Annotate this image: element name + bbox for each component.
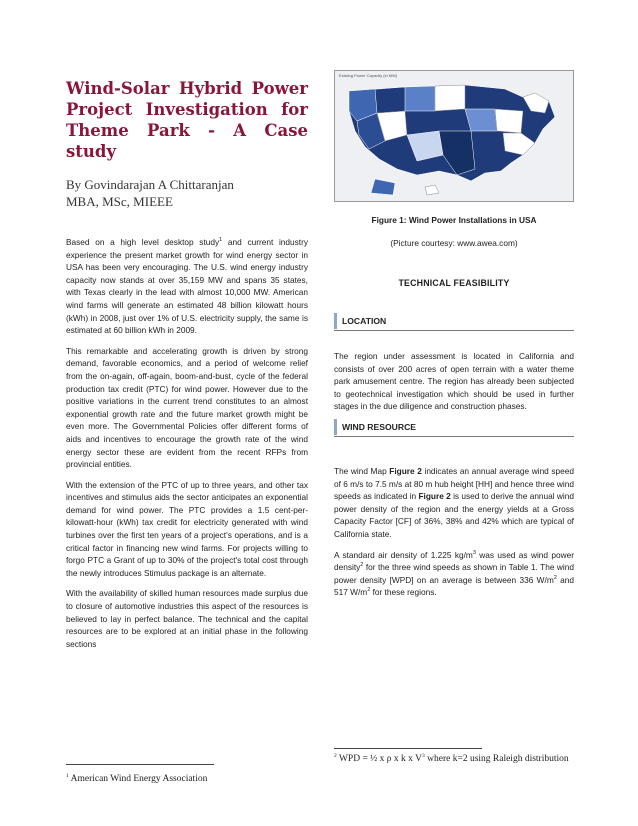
paragraph-resources: With the availability of skilled human resources made surplus due to closure of automotive industries this aspect of the resources is believed to lay in perfect balance. The technical and the capital resources are to be explored at an initial phase in the following sections xyxy=(66,588,308,649)
author-credentials: MBA, MSc, MIEEE xyxy=(66,194,173,209)
left-column xyxy=(66,78,308,658)
wind-resource-paragraph-1: The wind Map Figure 2 indicates an annual average wind speed of 6 m/s to 7.5 m/s at 80 m hub height [HH] and hence three wind speeds as indicated in Figure 2 is used to derive the annual wind power density of the region and the energy yields at a Gross Capacity Factor [CF] of 36%, 38% and 42% which are typical of California state. xyxy=(334,465,575,539)
location-paragraph: The region under assessment is located in California and consists of over 200 acres of open terrain with a water theme park amusement centre. The region has already been subjected to geotechnical investigation which should be used in further stages in the due diligence and construction phases. xyxy=(334,351,574,412)
map-title: Existing Power Capacity (in MW) xyxy=(339,73,398,78)
usa-wind-map-figure xyxy=(334,70,574,202)
figure2-ref-2: Figure 2 xyxy=(418,491,451,502)
figure2-ref: Figure 2 xyxy=(389,465,422,476)
figure1-caption: Figure 1: Wind Power Installations in USA xyxy=(371,215,537,225)
location-accent-bar xyxy=(334,313,337,329)
paragraph-ptc: With the extension of the PTC of up to three years, and other tax incentives and stimulus aids the sector anticipates an exponential demand for wind power. The PTC provides a 1.5 cent-per-kilowatt-hour (kWh) tax credit for electricity generated with wind turbines over the first ten years of a project's operations, and is a critical factor in financing new wind farms. For projects willing to forgo PTC a Grant of up to 30% of the project's total cost through the newly introduces Stimulus package is an alternate. xyxy=(66,479,308,578)
footnote-ref-2: 2 xyxy=(360,562,364,569)
paragraph-growth: This remarkable and accelerating growth is driven by strong demand, favorable economics, and a period of welcome relief from the on-again, off-again, boom-and-bust, cycle of the federal production tax credit (PTC) for wind power. However due to the positive variations in the current trend constitutes to an almost exponential growth rate and the future market growth might be even more. The Governmental Policies offer different forms of aids and incentives to encourage the growth rate of the wind energy sector these are evident from the recent RFPs from provincial entities. xyxy=(66,345,308,470)
footnote-divider-right xyxy=(334,748,482,749)
footnote-ref-1: 1 xyxy=(219,237,223,244)
footnote-right: $^2$ WPD = ½ x ρ x k x $V^3$ where k=2 using Raleigh distribution xyxy=(334,752,569,764)
table1-ref: Table 1 xyxy=(508,562,536,573)
footnote-left: $^1$ American Wind Energy Association xyxy=(66,772,208,784)
paragraph-intro: Based on a high level desktop study$^1$ and current industry experience the present market growth for wind energy sector in USA has been very encouraging. The U.S. wind energy industry capacity now stands at over 35,159 MW and spans 35 states, with Texas clearly in the lead with almost 10,000 MW. American wind farms will generate an estimated 48 billion kilowatt hours (kWh) in 2008, just over 1% of U.S. electricity supply, the same is estimated at 60 billion kWh in 2009. xyxy=(66,237,309,336)
wind-resource-paragraph-2: A standard air density of 1.225 $kg/m^3$ was used as wind power density$^2$ for the three wind speeds as shown in Table 1. The wind power density [WPD] on an average is between 336 $W/m^2$ and 517 $W/m^2$ for these regions. xyxy=(334,549,574,598)
figure1-courtesy: (Picture courtesy: www.awea.com) xyxy=(390,238,518,248)
technical-feasibility-heading: TECHNICAL FEASIBILITY xyxy=(398,278,510,288)
wind-resource-section-header xyxy=(334,417,574,437)
location-heading: LOCATION xyxy=(342,316,387,326)
usa-map-graphic xyxy=(335,71,573,201)
paper-title: Wind-Solar Hybrid Power Project Investigation for Theme Park - A Case study xyxy=(66,79,308,161)
author-block xyxy=(66,176,308,210)
wind-resource-accent-bar xyxy=(334,419,337,435)
author-name: By Govindarajan A Chittaranjan xyxy=(66,177,234,192)
location-section-header xyxy=(334,311,574,331)
footnote-divider-left xyxy=(66,764,214,765)
right-column xyxy=(334,70,574,599)
wind-resource-heading: WIND RESOURCE xyxy=(342,421,417,432)
